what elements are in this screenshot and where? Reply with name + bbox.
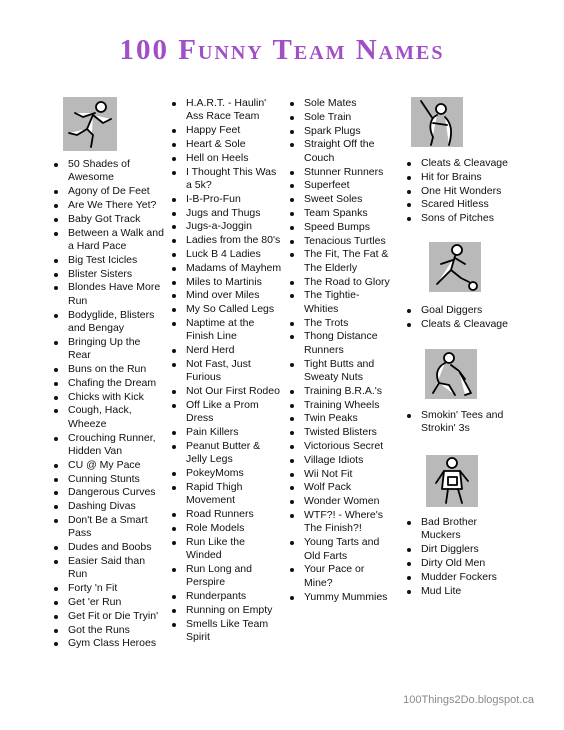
- team-name-item: Tenacious Turtles: [289, 235, 391, 248]
- team-name-item: Team Spanks: [289, 207, 391, 220]
- team-name-item: Dudes and Boobs: [53, 541, 165, 554]
- team-name-item: Your Pace or Mine?: [289, 563, 391, 590]
- team-name-item: Big Test Icicles: [53, 254, 165, 267]
- team-name-item: Don't Be a Smart Pass: [53, 514, 165, 541]
- team-name-item: Smokin' Tees and Strokin' 3s: [406, 409, 516, 436]
- team-name-item: Sons of Pitches: [406, 212, 536, 225]
- team-name-item: Naptime at the Finish Line: [171, 317, 283, 344]
- team-name-item: Blondes Have More Run: [53, 281, 165, 308]
- team-name-item: The Road to Glory: [289, 276, 391, 289]
- team-name-item: Easier Said than Run: [53, 555, 165, 582]
- team-name-item: WTF?! - Where's The Finish?!: [289, 509, 391, 536]
- team-name-item: Bodyglide, Blisters and Bengay: [53, 309, 165, 336]
- team-name-item: Chafing the Dream: [53, 377, 165, 390]
- team-list-baseball: [406, 157, 536, 226]
- team-name-item: Wolf Pack: [289, 481, 391, 494]
- team-name-item: Twisted Blisters: [289, 426, 391, 439]
- team-name-item: Happy Feet: [171, 124, 283, 137]
- team-name-item: Nerd Herd: [171, 344, 283, 357]
- team-name-item: Mind over Miles: [171, 289, 283, 302]
- team-name-item: Agony of De Feet: [53, 185, 165, 198]
- team-name-item: Sole Mates: [289, 97, 391, 110]
- team-name-item: Gym Class Heroes: [53, 637, 165, 650]
- team-name-item: CU @ My Pace: [53, 459, 165, 472]
- team-name-item: The Trots: [289, 317, 391, 330]
- team-name-item: Tight Butts and Sweaty Nuts: [289, 358, 391, 385]
- team-name-item: Buns on the Run: [53, 363, 165, 376]
- team-name-item: Cough, Hack, Wheeze: [53, 404, 165, 431]
- team-name-item: Goal Diggers: [406, 304, 536, 317]
- team-name-item: Not Fast, Just Furious: [171, 358, 283, 385]
- team-name-item: I-B-Pro-Fun: [171, 193, 283, 206]
- team-list-soccer: [406, 304, 536, 332]
- team-name-item: Dirt Digglers: [406, 543, 516, 556]
- team-name-item: Twin Peaks: [289, 412, 391, 425]
- team-name-item: I Thought This Was a 5k?: [171, 166, 283, 193]
- team-name-item: Madams of Mayhem: [171, 262, 283, 275]
- team-name-item: Training Wheels: [289, 399, 391, 412]
- team-name-item: Wonder Women: [289, 495, 391, 508]
- team-name-item: Crouching Runner, Hidden Van: [53, 432, 165, 459]
- team-name-item: H.A.R.T. - Haulin' Ass Race Team: [171, 97, 283, 124]
- team-name-item: Role Models: [171, 522, 283, 535]
- team-name-item: Victorious Secret: [289, 440, 391, 453]
- team-name-item: Off Like a Prom Dress: [171, 399, 283, 426]
- team-name-item: Are We There Yet?: [53, 199, 165, 212]
- team-name-item: Run Like the Winded: [171, 536, 283, 563]
- team-name-item: Not Our First Rodeo: [171, 385, 283, 398]
- team-name-item: Pain Killers: [171, 426, 283, 439]
- footer-url: 100Things2Do.blogspot.ca: [403, 694, 534, 706]
- team-name-item: Speed Bumps: [289, 221, 391, 234]
- team-name-item: Thong Distance Runners: [289, 330, 391, 357]
- team-name-item: Cleats & Cleavage: [406, 157, 536, 170]
- team-list-column-2: [171, 97, 283, 645]
- team-name-item: Ladies from the 80's: [171, 234, 283, 247]
- soccer-player-icon: [429, 242, 481, 292]
- team-name-item: One Hit Wonders: [406, 185, 536, 198]
- team-name-item: 50 Shades of Awesome: [53, 158, 165, 185]
- team-list-column-1: [53, 158, 165, 651]
- team-name-item: PokeyMoms: [171, 467, 283, 480]
- team-name-item: Running on Empty: [171, 604, 283, 617]
- team-name-item: Luck B 4 Ladies: [171, 248, 283, 261]
- team-name-item: Village Idiots: [289, 454, 391, 467]
- team-name-item: The Fit, The Fat & The Elderly: [289, 248, 391, 275]
- team-name-item: Yummy Mummies: [289, 591, 391, 604]
- team-name-item: Get Fit or Die Tryin': [53, 610, 165, 623]
- team-name-item: Straight Off the Couch: [289, 138, 391, 165]
- team-name-item: Dangerous Curves: [53, 486, 165, 499]
- team-list-racing: [406, 516, 516, 598]
- team-name-item: Smells Like Team Spirit: [171, 618, 283, 645]
- team-name-item: Blister Sisters: [53, 268, 165, 281]
- team-name-item: Stunner Runners: [289, 166, 391, 179]
- team-name-item: Forty 'n Fit: [53, 582, 165, 595]
- team-name-item: Mud Lite: [406, 585, 516, 598]
- team-name-item: My So Called Legs: [171, 303, 283, 316]
- team-name-item: Heart & Sole: [171, 138, 283, 151]
- team-name-item: Cunning Stunts: [53, 473, 165, 486]
- team-name-item: Road Runners: [171, 508, 283, 521]
- team-name-item: Baby Got Track: [53, 213, 165, 226]
- team-name-item: Hit for Brains: [406, 171, 536, 184]
- team-name-item: Jugs and Thugs: [171, 207, 283, 220]
- team-name-item: Get 'er Run: [53, 596, 165, 609]
- team-name-item: Dirty Old Men: [406, 557, 516, 570]
- team-name-item: Scared Hitless: [406, 198, 536, 211]
- team-name-item: Bad Brother Muckers: [406, 516, 516, 543]
- team-name-item: Peanut Butter & Jelly Legs: [171, 440, 283, 467]
- team-name-item: Got the Runs: [53, 624, 165, 637]
- team-list-column-3: [289, 97, 391, 604]
- team-name-item: Chicks with Kick: [53, 391, 165, 404]
- runner-icon: [63, 97, 117, 151]
- team-name-item: Bringing Up the Rear: [53, 336, 165, 363]
- team-name-item: Runderpants: [171, 590, 283, 603]
- team-name-item: Young Tarts and Old Farts: [289, 536, 391, 563]
- team-name-item: Rapid Thigh Movement: [171, 481, 283, 508]
- team-list-hockey: [406, 409, 516, 436]
- team-name-item: Between a Walk and a Hard Pace: [53, 227, 165, 254]
- team-name-item: Training B.R.A.'s: [289, 385, 391, 398]
- team-name-item: Hell on Heels: [171, 152, 283, 165]
- race-runner-icon: [426, 455, 478, 507]
- team-name-item: Cleats & Cleavage: [406, 318, 536, 331]
- team-name-item: Spark Plugs: [289, 125, 391, 138]
- team-name-item: Dashing Divas: [53, 500, 165, 513]
- team-name-item: The Tightie-Whities: [289, 289, 391, 316]
- team-name-item: Sole Train: [289, 111, 391, 124]
- team-name-item: Superfeet: [289, 179, 391, 192]
- team-name-item: Miles to Martinis: [171, 276, 283, 289]
- team-name-item: Sweet Soles: [289, 193, 391, 206]
- team-name-item: Run Long and Perspire: [171, 563, 283, 590]
- field-hockey-player-icon: [425, 349, 477, 399]
- baseball-player-icon: [411, 97, 463, 147]
- team-name-item: Wii Not Fit: [289, 468, 391, 481]
- team-name-item: Jugs-a-Joggin: [171, 220, 283, 233]
- team-name-item: Mudder Fockers: [406, 571, 516, 584]
- page-title: 100 Funny Team Names: [119, 34, 445, 66]
